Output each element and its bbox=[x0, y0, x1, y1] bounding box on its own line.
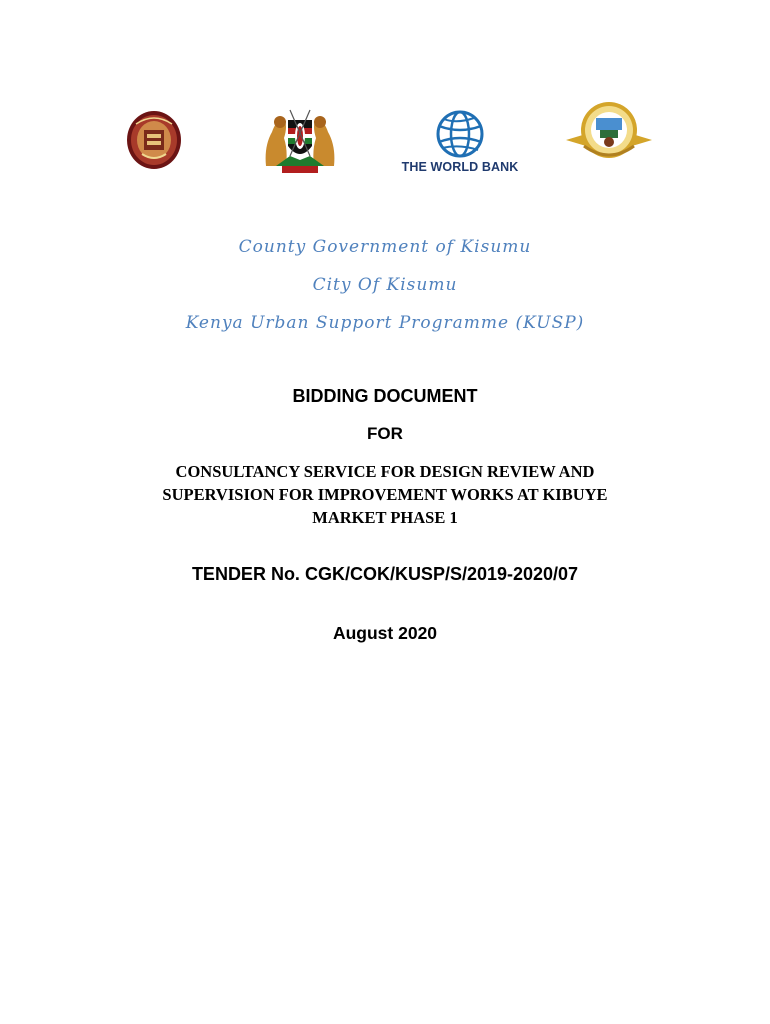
document-title: BIDDING DOCUMENT bbox=[292, 386, 478, 406]
project-title-line: CONSULTANCY SERVICE FOR DESIGN REVIEW AND bbox=[175, 462, 595, 481]
world-bank-logo bbox=[394, 110, 526, 176]
tender-number: TENDER No. CGK/COK/KUSP/S/2019-2020/07 bbox=[191, 564, 579, 584]
kenya-coat-of-arms-icon bbox=[262, 106, 338, 176]
document-date: August 2020 bbox=[332, 623, 438, 643]
county-government-heading: County Government of Kisumu bbox=[238, 237, 532, 257]
for-label: FOR bbox=[367, 424, 403, 443]
logo-strip bbox=[0, 100, 770, 180]
programme-heading: Kenya Urban Support Programme (KUSP) bbox=[185, 313, 585, 333]
world-bank-wordmark: THE WORLD BANK bbox=[401, 160, 519, 174]
city-heading: City Of Kisumu bbox=[312, 275, 458, 295]
county-government-seal-icon bbox=[566, 100, 652, 164]
world-bank-globe-icon bbox=[394, 110, 526, 158]
project-title bbox=[100, 460, 670, 529]
project-title-line: SUPERVISION FOR IMPROVEMENT WORKS AT KIBUYE bbox=[162, 485, 608, 504]
city-of-kisumu-seal-icon bbox=[126, 110, 182, 170]
project-title-line: MARKET PHASE 1 bbox=[312, 508, 458, 527]
